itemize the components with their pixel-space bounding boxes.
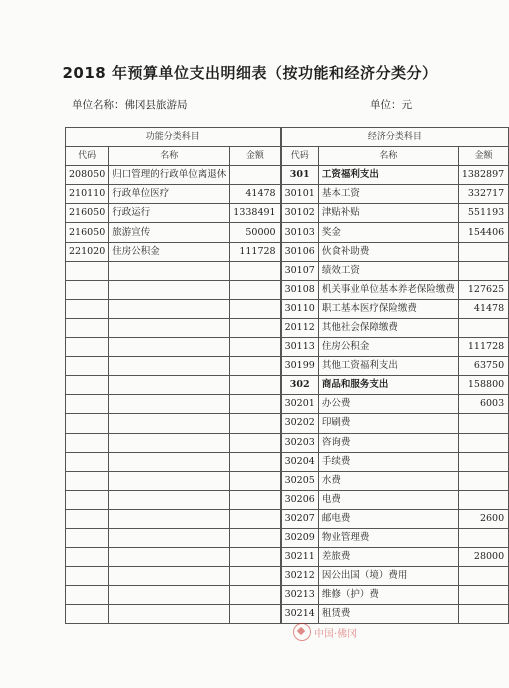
economic-code-cell: 30214: [281, 605, 318, 624]
functional-name-cell: 住房公积金: [109, 242, 230, 261]
watermark: [293, 623, 357, 641]
economic-code-cell: 30211: [281, 548, 318, 567]
functional-name-cell: [109, 376, 230, 395]
functional-amount-cell: [230, 357, 280, 376]
functional-amount-cell: 111728: [230, 242, 280, 261]
economic-code-cell: 302: [281, 376, 318, 395]
functional-name-cell: [109, 586, 230, 605]
economic-amount-cell: [458, 414, 508, 433]
economic-code-cell: 30102: [281, 204, 318, 223]
functional-code-cell: [66, 509, 109, 528]
economic-amount-cell: [458, 452, 508, 471]
functional-code-cell: [66, 471, 109, 490]
functional-amount-cell: 1338491: [230, 204, 280, 223]
economic-amount-cell: [458, 471, 508, 490]
functional-name-cell: [109, 605, 230, 624]
functional-code-cell: [66, 376, 109, 395]
economic-amount-header: 金额: [458, 147, 508, 166]
functional-code-cell: [66, 433, 109, 452]
watermark-text: 中国·佛冈: [314, 628, 358, 640]
emblem-icon: [293, 623, 311, 641]
economic-name-cell: 咨询费: [318, 433, 458, 452]
functional-code-cell: [66, 357, 109, 376]
table-row: [66, 548, 509, 567]
functional-section-header: 功能分类科目: [66, 128, 281, 147]
functional-amount-cell: 41478: [230, 185, 280, 204]
functional-amount-cell: [230, 471, 280, 490]
economic-amount-cell: 28000: [458, 548, 508, 567]
unit-name: 单位名称：佛冈县旅游局: [72, 99, 188, 111]
economic-code-cell: 30101: [281, 185, 318, 204]
economic-code-cell: 30107: [281, 261, 318, 280]
functional-code-cell: [66, 261, 109, 280]
economic-code-cell: 30207: [281, 509, 318, 528]
functional-amount-cell: [230, 376, 280, 395]
table-row: [66, 299, 509, 318]
table-row: [66, 280, 509, 299]
economic-name-cell: 绩效工资: [318, 261, 458, 280]
functional-code-cell: [66, 548, 109, 567]
functional-code-cell: [66, 605, 109, 624]
functional-code-cell: [66, 280, 109, 299]
functional-code-cell: 216050: [66, 204, 109, 223]
functional-name-cell: [109, 414, 230, 433]
economic-amount-cell: [458, 433, 508, 452]
economic-code-cell: 30199: [281, 357, 318, 376]
economic-name-cell: 伙食补助费: [318, 242, 458, 261]
functional-name-header: 名称: [109, 147, 230, 166]
section-header-row: [66, 128, 509, 147]
table-row: [66, 605, 509, 624]
economic-name-cell: 办公费: [318, 395, 458, 414]
economic-code-cell: 30110: [281, 299, 318, 318]
economic-code-cell: 301: [281, 166, 318, 185]
economic-name-cell: 印刷费: [318, 414, 458, 433]
functional-amount-cell: [230, 166, 280, 185]
functional-amount-cell: [230, 338, 280, 357]
economic-code-cell: 30205: [281, 471, 318, 490]
functional-code-cell: [66, 414, 109, 433]
functional-name-cell: [109, 261, 230, 280]
functional-name-cell: [109, 280, 230, 299]
functional-name-cell: [109, 395, 230, 414]
economic-code-cell: 30203: [281, 433, 318, 452]
functional-code-cell: [66, 395, 109, 414]
economic-amount-cell: [458, 528, 508, 547]
functional-name-cell: [109, 338, 230, 357]
economic-amount-cell: 154406: [458, 223, 508, 242]
functional-name-cell: [109, 433, 230, 452]
table-row: [66, 567, 509, 586]
economic-code-cell: 30201: [281, 395, 318, 414]
economic-name-cell: 电费: [318, 490, 458, 509]
economic-amount-cell: [458, 242, 508, 261]
functional-code-cell: [66, 490, 109, 509]
economic-code-cell: 30212: [281, 567, 318, 586]
economic-name-header: 名称: [318, 147, 458, 166]
economic-section-header: 经济分类科目: [281, 128, 509, 147]
table-row: [66, 490, 509, 509]
functional-name-cell: [109, 452, 230, 471]
functional-amount-cell: [230, 605, 280, 624]
table-row: [66, 338, 509, 357]
functional-name-cell: [109, 528, 230, 547]
table-row: [66, 318, 509, 337]
economic-name-cell: 水费: [318, 471, 458, 490]
functional-code-cell: [66, 452, 109, 471]
functional-amount-cell: [230, 528, 280, 547]
expenditure-table: [65, 127, 509, 624]
functional-name-cell: [109, 318, 230, 337]
table-row: [66, 433, 509, 452]
functional-code-cell: 216050: [66, 223, 109, 242]
functional-name-cell: [109, 490, 230, 509]
table-row: [66, 357, 509, 376]
economic-name-cell: 津贴补贴: [318, 204, 458, 223]
functional-name-cell: [109, 299, 230, 318]
table-row: [66, 223, 509, 242]
economic-name-cell: 奖金: [318, 223, 458, 242]
functional-amount-cell: [230, 509, 280, 528]
functional-amount-cell: [230, 414, 280, 433]
economic-code-cell: 30103: [281, 223, 318, 242]
economic-name-cell: 职工基本医疗保险缴费: [318, 299, 458, 318]
functional-amount-cell: [230, 490, 280, 509]
currency-unit: 单位：元: [370, 99, 412, 111]
economic-name-cell: 其他工资福利支出: [318, 357, 458, 376]
functional-code-cell: [66, 299, 109, 318]
economic-code-cell: 30209: [281, 528, 318, 547]
functional-code-cell: [66, 528, 109, 547]
functional-name-cell: [109, 567, 230, 586]
functional-amount-cell: [230, 567, 280, 586]
table-row: [66, 242, 509, 261]
functional-amount-cell: [230, 433, 280, 452]
economic-amount-cell: 63750: [458, 357, 508, 376]
economic-amount-cell: 41478: [458, 299, 508, 318]
functional-code-cell: [66, 567, 109, 586]
economic-amount-cell: [458, 605, 508, 624]
functional-amount-cell: [230, 280, 280, 299]
economic-amount-cell: 6003: [458, 395, 508, 414]
economic-name-cell: 机关事业单位基本养老保险缴费: [318, 280, 458, 299]
economic-name-cell: 邮电费: [318, 509, 458, 528]
functional-name-cell: 行政单位医疗: [109, 185, 230, 204]
table-row: [66, 166, 509, 185]
economic-amount-cell: 1382897: [458, 166, 508, 185]
economic-name-cell: 手续费: [318, 452, 458, 471]
economic-code-cell: 20112: [281, 318, 318, 337]
economic-amount-cell: 111728: [458, 338, 508, 357]
economic-name-cell: 差旅费: [318, 548, 458, 567]
economic-amount-cell: [458, 318, 508, 337]
economic-code-cell: 30204: [281, 452, 318, 471]
economic-amount-cell: [458, 490, 508, 509]
economic-amount-cell: 332717: [458, 185, 508, 204]
functional-amount-cell: 50000: [230, 223, 280, 242]
economic-code-cell: 30206: [281, 490, 318, 509]
functional-name-cell: [109, 548, 230, 567]
column-header-row: [66, 147, 509, 166]
table-row: [66, 586, 509, 605]
economic-amount-cell: 551193: [458, 204, 508, 223]
functional-amount-cell: [230, 586, 280, 605]
functional-code-cell: 221020: [66, 242, 109, 261]
table-row: [66, 452, 509, 471]
economic-code-header: 代码: [281, 147, 318, 166]
table-row: [66, 471, 509, 490]
functional-code-cell: 210110: [66, 185, 109, 204]
economic-code-cell: 30108: [281, 280, 318, 299]
table-row: [66, 395, 509, 414]
functional-amount-cell: [230, 299, 280, 318]
page-title: 2018 年预算单位支出明细表（按功能和经济分类分）: [62, 64, 438, 82]
economic-code-cell: 30106: [281, 242, 318, 261]
economic-amount-cell: [458, 261, 508, 280]
economic-name-cell: 商品和服务支出: [318, 376, 458, 395]
economic-amount-cell: 127625: [458, 280, 508, 299]
functional-amount-cell: [230, 452, 280, 471]
economic-amount-cell: 2600: [458, 509, 508, 528]
economic-amount-cell: [458, 567, 508, 586]
functional-amount-cell: [230, 395, 280, 414]
table-row: [66, 204, 509, 223]
economic-name-cell: 因公出国（境）费用: [318, 567, 458, 586]
functional-name-cell: 旅游宣传: [109, 223, 230, 242]
functional-code-cell: [66, 338, 109, 357]
functional-code-cell: 208050: [66, 166, 109, 185]
economic-code-cell: 30113: [281, 338, 318, 357]
economic-code-cell: 30202: [281, 414, 318, 433]
economic-name-cell: 维修（护）费: [318, 586, 458, 605]
functional-name-cell: 行政运行: [109, 204, 230, 223]
economic-amount-cell: 158800: [458, 376, 508, 395]
economic-name-cell: 物业管理费: [318, 528, 458, 547]
table-row: [66, 185, 509, 204]
functional-amount-cell: [230, 261, 280, 280]
table-row: [66, 509, 509, 528]
functional-amount-header: 金额: [230, 147, 280, 166]
functional-amount-cell: [230, 318, 280, 337]
functional-code-header: 代码: [66, 147, 109, 166]
table-row: [66, 414, 509, 433]
functional-name-cell: [109, 357, 230, 376]
economic-name-cell: 工资福利支出: [318, 166, 458, 185]
functional-code-cell: [66, 318, 109, 337]
table-row: [66, 261, 509, 280]
functional-name-cell: [109, 509, 230, 528]
economic-name-cell: 其他社会保障缴费: [318, 318, 458, 337]
functional-amount-cell: [230, 548, 280, 567]
table-row: [66, 376, 509, 395]
functional-name-cell: [109, 471, 230, 490]
economic-name-cell: 基本工资: [318, 185, 458, 204]
economic-name-cell: 租赁费: [318, 605, 458, 624]
economic-code-cell: 30213: [281, 586, 318, 605]
functional-code-cell: [66, 586, 109, 605]
table-row: [66, 528, 509, 547]
economic-amount-cell: [458, 586, 508, 605]
economic-name-cell: 住房公积金: [318, 338, 458, 357]
functional-name-cell: 归口管理的行政单位离退休: [109, 166, 230, 185]
